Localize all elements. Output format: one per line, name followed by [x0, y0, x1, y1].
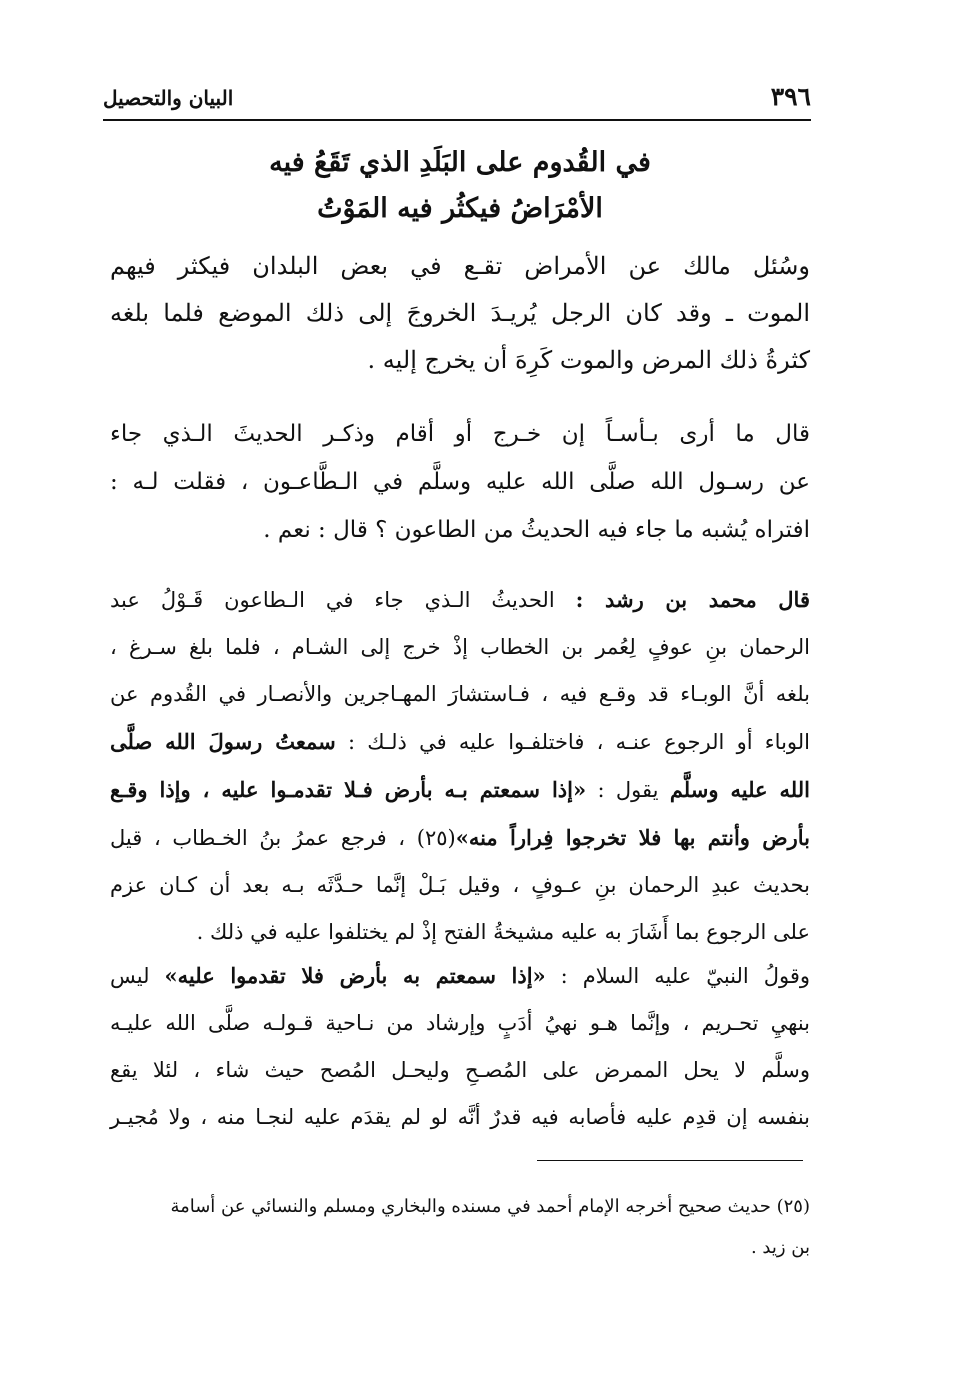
commentary-paragraph [110, 576, 810, 956]
page-number: ٣٩٦ [770, 82, 811, 111]
continuation-text: وقولُ النبيّ عليه السلام : [545, 964, 811, 988]
question-line: الموت ـ وقد كان الرجل يُريـدَ الخروجَ إلى ذلك الموضع فلما بلغه [110, 299, 811, 327]
commentary-line [110, 814, 810, 862]
commentary-line: الرحمان بنِ عوفٍ لِعُمر بن الخطاب إذْ خرج إلى الشـام ، فلما بلغ سـرغ ، [110, 635, 810, 659]
book-title: البيان والتحصيل [103, 86, 234, 110]
commentary-line: على الرجوع بما أَشَارَ به عليه مشيخةُ الفتح إذْ لم يختلفوا عليه في ذلك . [196, 920, 810, 944]
continuation-line: وسلَّم لا يحل الممرض على المُصـحِ وليحـل المُصح حيث شاء ، لئلا يقع [110, 1058, 810, 1082]
hadith-quote: «إذا سمعتم به بأرض فلا تقدموا عليه» [164, 963, 546, 988]
chapter-title-line-1: في القُدوم على البَلَدِ الذي تَقَعُ فيه [269, 147, 651, 178]
commentary-line: بلغه أنَّ الوبـاء قد وقـع فيه ، فـاستشارَ المهـاجرين والأنصـار في القُدوم عن [110, 682, 810, 706]
answer-line: افتراه يُشبه ما جاء فيه الحديثُ من الطاعون ؟ قال : نعم . [263, 517, 810, 543]
running-header [103, 78, 811, 118]
footnote-line: (٢٥) حديث صحيح أخرجه الإمام أحمد في مسنده والبخاري ومسلم والنسائي عن أسامة [170, 1196, 810, 1217]
continuation-line: بنهيِ تحـريم ، وإنَّما هـو نهيُ أدَبٍ وإرشاد من نـاحية قـولـه صلَّى الله عليـه [110, 1011, 810, 1035]
commentary-line [110, 718, 810, 766]
hadith-quote: الله عليه وسلَّم [669, 777, 810, 802]
commentary-line [110, 576, 810, 624]
commentary-line: بحديث عبدِ الرحمان بنِ عـوفٍ ، وقيل بَـلْ إنَّما حـدَّثَه بـه بعد أن كـان عزم [110, 873, 810, 897]
commentary-line [110, 766, 810, 814]
header-rule [103, 119, 811, 121]
chapter-title [150, 140, 770, 232]
question-paragraph [110, 243, 810, 384]
question-line: كثرةُ ذلك المرض والموت كَرِهَ أن يخرج إليه . [367, 346, 810, 374]
question-line: وسُئل مالك عن الأمراض تقـع في بعض البلدان فيكثر فيهم [110, 252, 810, 280]
footnote-rule [537, 1160, 803, 1161]
commentary-text: (٢٥) ، فرجع عمرُ بنُ الخـطاب ، قيل [110, 826, 456, 850]
continuation-line [110, 952, 810, 1000]
commentary-speaker: قال محمد بن رشد : [575, 587, 810, 612]
commentary-text: يقول : [586, 778, 670, 802]
hadith-quote: سمعتُ رسولَ الله صلَّى [110, 729, 336, 754]
chapter-title-line-2: الأمْرَاضُ فيكثُر فيه المَوْتُ [317, 193, 603, 224]
continuation-line: بنفسه إن قدِم عليه فأصابه فيه قدرٌ أنَّه لو لم يقدَم عليه لنجـا منه ، ولا مُجيـر [110, 1105, 810, 1129]
continuation-paragraph [110, 952, 810, 1141]
answer-line: قال ما أرى بـأسـاً إن خـرج أو أقام وذكـر الحديثَ الـذي جاء [110, 421, 810, 447]
answer-line: عن رسـول الله صلَّى الله عليه وسلَّم في الـطَّاعـون ، فقلت لـه : [110, 469, 810, 495]
answer-paragraph [110, 410, 810, 554]
hadith-quote: «إذا سمعتم بـه بأرض فـلا تقدمـوا عليه ، وإذا وقـع [110, 777, 587, 802]
commentary-text: الحديثُ الـذي جاء في الـطاعون قَـوْلُ عبد [110, 588, 576, 612]
footnote-line: بن زيد . [750, 1237, 810, 1258]
continuation-text: ليس [110, 964, 165, 988]
hadith-quote: بأرض وأنتم بها فلا تخرجوا فِراراً منه» [455, 825, 810, 850]
commentary-text: الوباء أو الرجوع عنـه ، فاختلفـوا عليه في ذلـك : [335, 730, 810, 754]
footnote [110, 1186, 810, 1268]
